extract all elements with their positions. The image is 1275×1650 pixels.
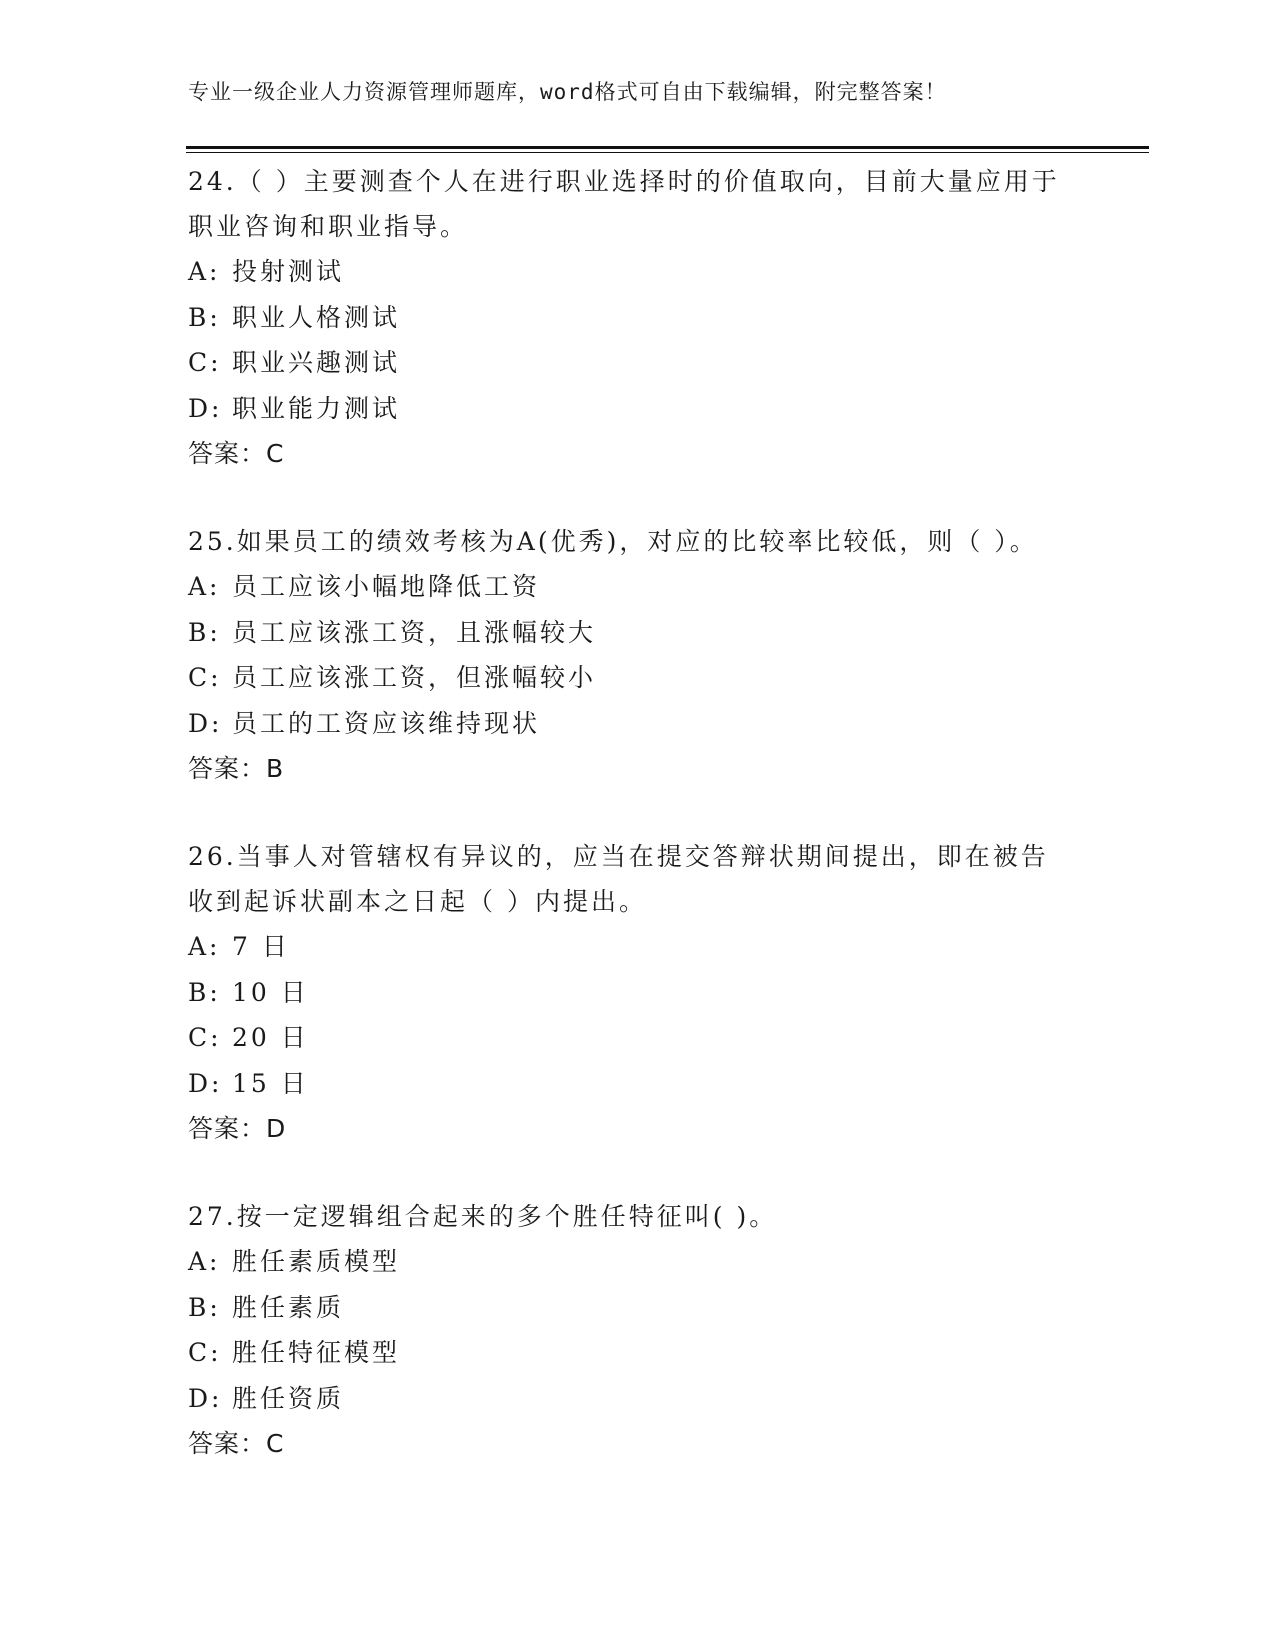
option-c (188, 655, 1088, 701)
question-26 (188, 834, 1088, 1151)
option-a (188, 564, 1088, 610)
option-text: 职业人格测试 (232, 302, 401, 332)
option-text: 投射测试 (232, 257, 345, 286)
option-text: 员工应该涨工资，且涨幅较大 (232, 617, 597, 647)
option-a (188, 1239, 1088, 1285)
option-letter: B: (188, 617, 221, 647)
option-a (188, 249, 1088, 295)
option-text: 职业能力测试 (232, 393, 401, 423)
answer: 答案：D (188, 1114, 287, 1143)
option-text: 员工的工资应该维持现状 (232, 708, 541, 738)
option-text: 20 日 (232, 1023, 309, 1052)
option-text: 胜任资质 (232, 1383, 345, 1413)
option-letter: C: (188, 1338, 222, 1367)
option-text: 10 日 (232, 977, 309, 1007)
question-text: 27.按一定逻辑组合起来的多个胜任特征叫( )。 (188, 1202, 778, 1231)
option-d (188, 701, 1088, 747)
question-text: 24.（ ）主要测查个人在进行职业选择时的价值取向，目前大量应用于职业咨询和职业指导。 (188, 167, 1060, 241)
option-text: 15 日 (232, 1068, 309, 1098)
option-c (188, 340, 1088, 386)
option-letter: A: (188, 257, 221, 286)
option-a (188, 924, 1088, 970)
option-letter: D: (188, 393, 223, 423)
page-header: 专业一级企业人力资源管理师题库，word格式可自由下载编辑，附完整答案！ (188, 80, 947, 104)
option-letter: A: (188, 932, 221, 961)
option-text: 职业兴趣测试 (232, 348, 401, 377)
question-24 (188, 159, 1088, 476)
option-letter: B: (188, 977, 221, 1007)
option-b (188, 610, 1088, 656)
option-letter: D: (188, 1068, 223, 1098)
answer: 答案：C (188, 439, 285, 468)
option-letter: D: (188, 1383, 223, 1413)
question-list (188, 159, 1088, 1509)
option-c (188, 1330, 1088, 1376)
answer: 答案：B (188, 754, 285, 783)
question-text: 25.如果员工的绩效考核为A(优秀)，对应的比较率比较低，则（ ）。 (188, 527, 1038, 556)
option-letter: D: (188, 708, 223, 738)
option-letter: B: (188, 1292, 221, 1322)
option-b (188, 970, 1088, 1016)
option-c (188, 1015, 1088, 1061)
option-letter: C: (188, 348, 222, 377)
option-text: 胜任素质 (232, 1292, 345, 1322)
option-letter: C: (188, 1023, 222, 1052)
option-letter: A: (188, 1247, 221, 1276)
option-letter: C: (188, 663, 222, 692)
header-rule-thin (186, 152, 1149, 153)
option-d (188, 1061, 1088, 1107)
question-27 (188, 1194, 1088, 1466)
option-text: 员工应该小幅地降低工资 (232, 572, 541, 601)
question-text: 26.当事人对管辖权有异议的，应当在提交答辩状期间提出，即在被告收到起诉状副本之日起（ ）内提出。 (188, 842, 1049, 916)
option-text: 7 日 (232, 932, 290, 961)
question-25 (188, 519, 1088, 791)
header-rule-thick (186, 146, 1149, 149)
option-letter: A: (188, 572, 221, 601)
answer: 答案：C (188, 1429, 285, 1458)
option-text: 胜任素质模型 (232, 1247, 401, 1276)
option-text: 胜任特征模型 (232, 1338, 401, 1367)
option-d (188, 1376, 1088, 1422)
option-b (188, 295, 1088, 341)
option-text: 员工应该涨工资，但涨幅较小 (232, 663, 597, 692)
option-letter: B: (188, 302, 221, 332)
option-d (188, 386, 1088, 432)
option-b (188, 1285, 1088, 1331)
